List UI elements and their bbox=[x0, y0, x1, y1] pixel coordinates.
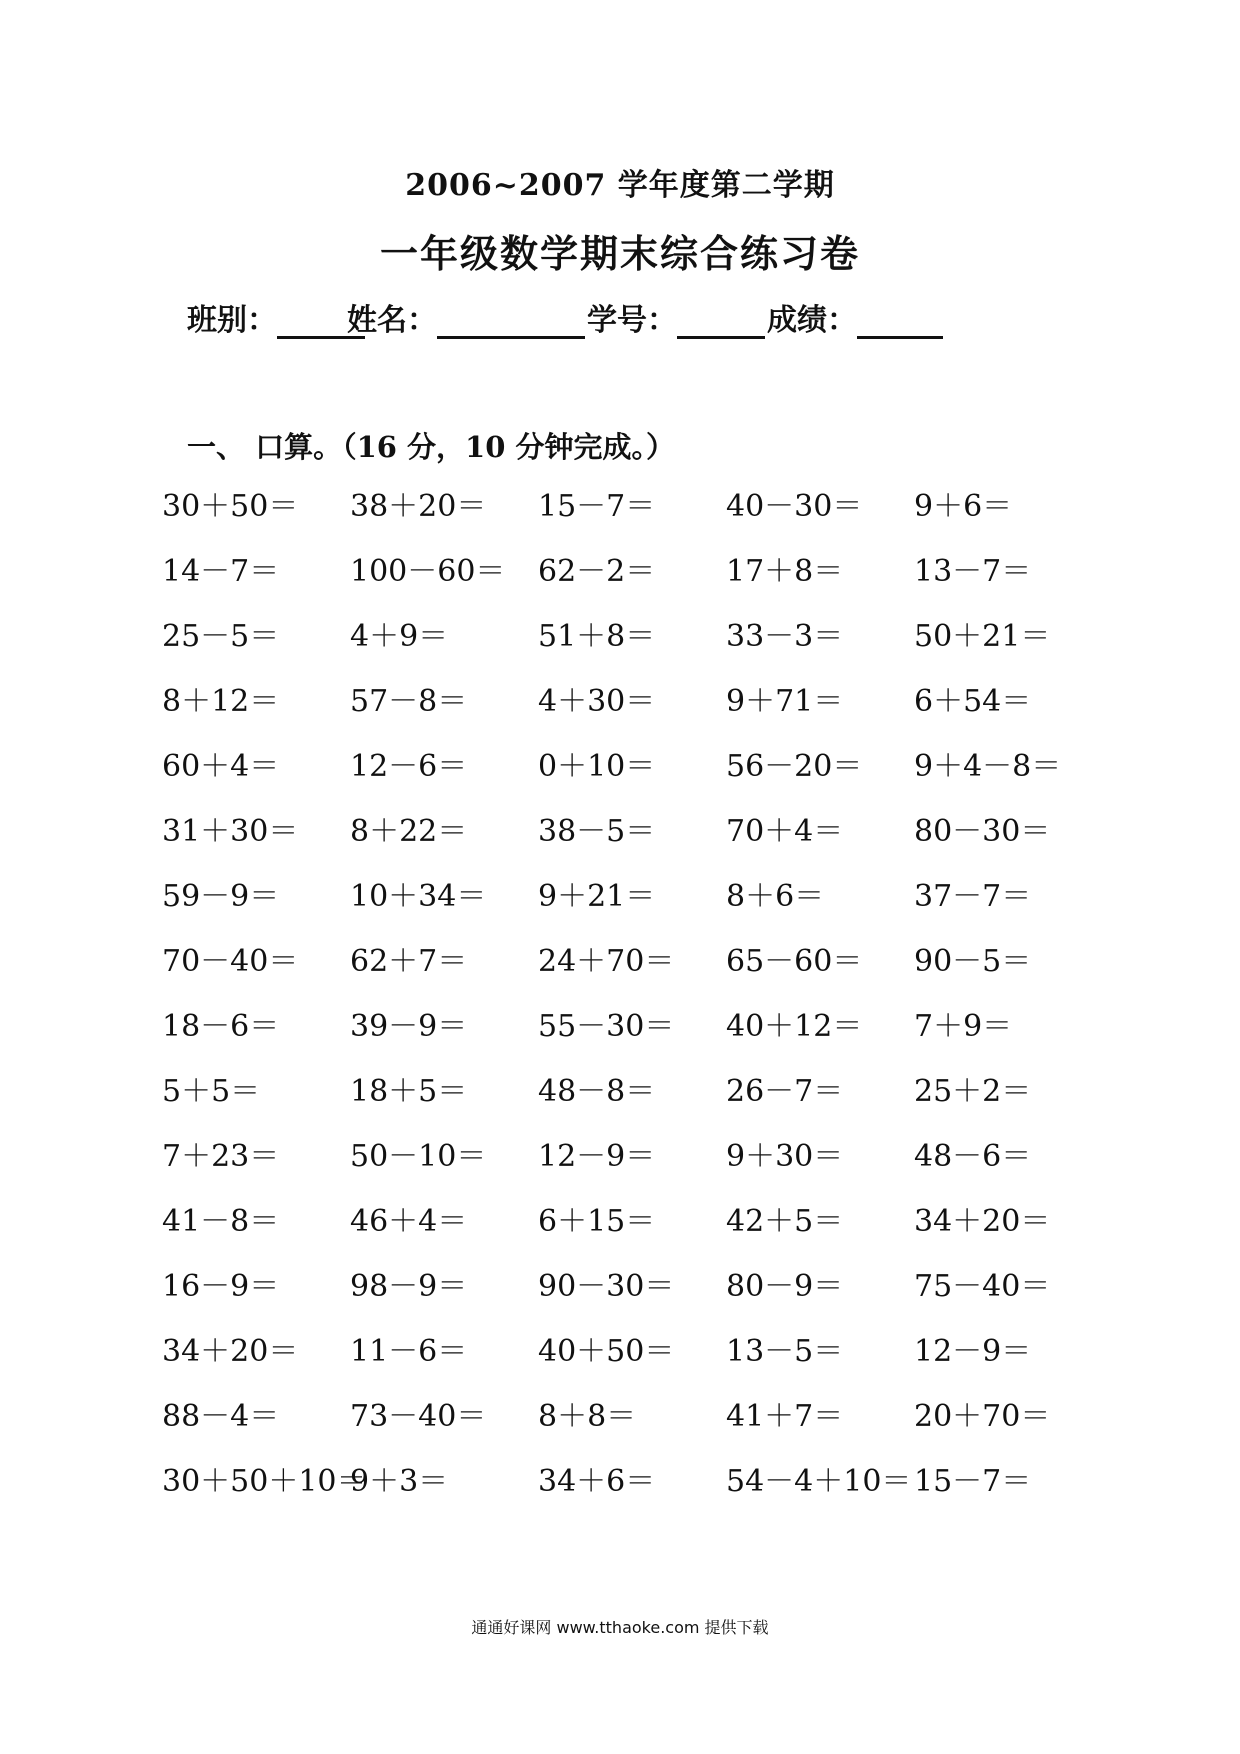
problem-row bbox=[162, 942, 1092, 1007]
problem-item: 80－30＝ bbox=[914, 814, 1051, 849]
number-blank[interactable] bbox=[677, 298, 765, 339]
term-subtitle: 2006~2007 学年度第二学期 bbox=[405, 168, 835, 203]
problem-item: 13－5＝ bbox=[726, 1334, 844, 1369]
problem-item: 9＋6＝ bbox=[914, 489, 1013, 524]
problem-row bbox=[162, 877, 1092, 942]
problem-item: 31＋30＝ bbox=[162, 814, 299, 849]
problem-item: 5＋5＝ bbox=[162, 1074, 261, 1109]
name-blank[interactable] bbox=[437, 298, 585, 339]
problem-item: 8＋12＝ bbox=[162, 684, 280, 719]
problem-item: 62－2＝ bbox=[538, 554, 656, 589]
problem-item: 34＋6＝ bbox=[538, 1464, 656, 1499]
problem-item: 88－4＝ bbox=[162, 1399, 280, 1434]
score-label: 成绩： bbox=[767, 303, 857, 338]
problem-item: 41＋7＝ bbox=[726, 1399, 844, 1434]
problem-item: 13－7＝ bbox=[914, 554, 1032, 589]
problem-row bbox=[162, 1072, 1092, 1137]
problem-item: 73－40＝ bbox=[350, 1399, 487, 1434]
problem-item: 98－9＝ bbox=[350, 1269, 468, 1304]
problem-row bbox=[162, 1332, 1092, 1397]
problem-item: 38＋20＝ bbox=[350, 489, 487, 524]
problem-item: 6＋54＝ bbox=[914, 684, 1032, 719]
problem-row bbox=[162, 617, 1092, 682]
student-info-line bbox=[187, 295, 1087, 341]
problem-row bbox=[162, 552, 1092, 617]
problem-row bbox=[162, 487, 1092, 552]
problem-item: 16－9＝ bbox=[162, 1269, 280, 1304]
problem-item: 51＋8＝ bbox=[538, 619, 656, 654]
problem-item: 48－8＝ bbox=[538, 1074, 656, 1109]
score-blank[interactable] bbox=[857, 298, 943, 339]
problem-item: 4＋9＝ bbox=[350, 619, 449, 654]
problem-row bbox=[162, 1007, 1092, 1072]
section-heading: 一、 口算。（16 分，10 分钟完成。） bbox=[187, 430, 676, 464]
problem-item: 14－7＝ bbox=[162, 554, 280, 589]
problem-item: 30＋50＋10＝ bbox=[162, 1464, 367, 1499]
problem-item: 8＋6＝ bbox=[726, 879, 825, 914]
problem-item: 17＋8＝ bbox=[726, 554, 844, 589]
problem-row bbox=[162, 1462, 1092, 1527]
problem-item: 57－8＝ bbox=[350, 684, 468, 719]
class-field bbox=[187, 295, 365, 341]
problem-item: 11－6＝ bbox=[350, 1334, 468, 1369]
problem-item: 18＋5＝ bbox=[350, 1074, 468, 1109]
problem-item: 48－6＝ bbox=[914, 1139, 1032, 1174]
number-field bbox=[587, 295, 765, 341]
problem-item: 54－4＋10＝ bbox=[726, 1464, 912, 1499]
problem-item: 8＋22＝ bbox=[350, 814, 468, 849]
problem-item: 15－7＝ bbox=[538, 489, 656, 524]
score-field bbox=[767, 295, 943, 341]
problem-item: 62＋7＝ bbox=[350, 944, 468, 979]
problem-row bbox=[162, 1137, 1092, 1202]
problem-item: 75－40＝ bbox=[914, 1269, 1051, 1304]
problem-item: 0＋10＝ bbox=[538, 749, 656, 784]
number-label: 学号： bbox=[587, 303, 677, 338]
problem-item: 25＋2＝ bbox=[914, 1074, 1032, 1109]
problem-item: 12－9＝ bbox=[538, 1139, 656, 1174]
problem-item: 50－10＝ bbox=[350, 1139, 487, 1174]
problem-item: 37－7＝ bbox=[914, 879, 1032, 914]
problem-item: 65－60＝ bbox=[726, 944, 863, 979]
class-label: 班别： bbox=[187, 303, 277, 338]
problem-item: 59－9＝ bbox=[162, 879, 280, 914]
problem-row bbox=[162, 1202, 1092, 1267]
problem-row bbox=[162, 1267, 1092, 1332]
problem-item: 40＋12＝ bbox=[726, 1009, 863, 1044]
problem-item: 8＋8＝ bbox=[538, 1399, 637, 1434]
problem-item: 9＋30＝ bbox=[726, 1139, 844, 1174]
problem-item: 56－20＝ bbox=[726, 749, 863, 784]
page-title: 一年级数学期末综合练习卷 bbox=[379, 231, 860, 276]
problem-item: 12－6＝ bbox=[350, 749, 468, 784]
problem-item: 9＋71＝ bbox=[726, 684, 844, 719]
problem-item: 90－5＝ bbox=[914, 944, 1032, 979]
problem-item: 50＋21＝ bbox=[914, 619, 1051, 654]
problem-row bbox=[162, 682, 1092, 747]
problem-item: 55－30＝ bbox=[538, 1009, 675, 1044]
problem-item: 39－9＝ bbox=[350, 1009, 468, 1044]
problem-item: 9＋3＝ bbox=[350, 1464, 449, 1499]
problem-item: 100－60＝ bbox=[350, 554, 506, 589]
problem-item: 90－30＝ bbox=[538, 1269, 675, 1304]
problem-item: 9＋21＝ bbox=[538, 879, 656, 914]
problem-item: 18－6＝ bbox=[162, 1009, 280, 1044]
problem-item: 40－30＝ bbox=[726, 489, 863, 524]
problem-item: 15－7＝ bbox=[914, 1464, 1032, 1499]
problem-item: 80－9＝ bbox=[726, 1269, 844, 1304]
footer-credit: 通通好课网 www.tthaoke.com 提供下载 bbox=[471, 1618, 769, 1637]
problem-item: 7＋23＝ bbox=[162, 1139, 280, 1174]
problem-item: 26－7＝ bbox=[726, 1074, 844, 1109]
problem-item: 6＋15＝ bbox=[538, 1204, 656, 1239]
problem-item: 30＋50＝ bbox=[162, 489, 299, 524]
problem-item: 70＋4＝ bbox=[726, 814, 844, 849]
problem-item: 70－40＝ bbox=[162, 944, 299, 979]
problem-item: 10＋34＝ bbox=[350, 879, 487, 914]
name-label: 姓名： bbox=[347, 303, 437, 338]
problem-item: 9＋4－8＝ bbox=[914, 749, 1062, 784]
problem-item: 34＋20＝ bbox=[162, 1334, 299, 1369]
problem-item: 60＋4＝ bbox=[162, 749, 280, 784]
problem-item: 7＋9＝ bbox=[914, 1009, 1013, 1044]
problem-item: 25－5＝ bbox=[162, 619, 280, 654]
problem-item: 40＋50＝ bbox=[538, 1334, 675, 1369]
name-field bbox=[347, 295, 585, 341]
problem-item: 38－5＝ bbox=[538, 814, 656, 849]
problem-item: 20＋70＝ bbox=[914, 1399, 1051, 1434]
problem-grid bbox=[162, 487, 1092, 1527]
problem-item: 42＋5＝ bbox=[726, 1204, 844, 1239]
problem-row bbox=[162, 812, 1092, 877]
problem-item: 12－9＝ bbox=[914, 1334, 1032, 1369]
problem-item: 24＋70＝ bbox=[538, 944, 675, 979]
problem-item: 33－3＝ bbox=[726, 619, 844, 654]
problem-item: 46＋4＝ bbox=[350, 1204, 468, 1239]
problem-row bbox=[162, 747, 1092, 812]
problem-item: 41－8＝ bbox=[162, 1204, 280, 1239]
problem-row bbox=[162, 1397, 1092, 1462]
problem-item: 34＋20＝ bbox=[914, 1204, 1051, 1239]
problem-item: 4＋30＝ bbox=[538, 684, 656, 719]
